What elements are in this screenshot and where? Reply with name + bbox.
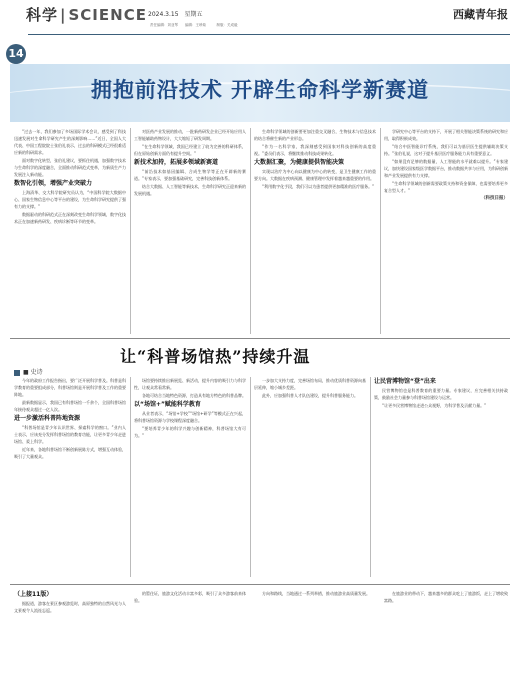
- paragraph: 各地可结合当地特色资源，打造具有地方特色的科普品牌。: [142, 393, 246, 398]
- paragraph: 在旅游业的带动下，越来越多的群众吃上了旅游饭，走上了增收致富路。: [384, 591, 508, 603]
- paragraph: “生命科学领域的创新需要政策支持和资金保障，也需要培养更多复合型人才。”: [384, 181, 508, 193]
- paragraph: 实现以治疗为中心向以健康为中心的转变，是卫生健康工作的重要方向。大数据在疾病预测、健康管理中发挥着越来越重要的作用。: [254, 169, 376, 181]
- article2-column-4: [374, 377, 508, 577]
- paragraph: 近年来，各地科普场馆不断创新展陈方式，增强互动体验，吸引了大量观众。: [14, 447, 126, 459]
- paragraph: 生命科学领域的创新要更加注重交叉融合，生物技术与信息技术的结合将催生新的产业形态。: [254, 129, 376, 141]
- editor-credits: 责任编辑：刘亚琴 编辑：王珍菊 制版：关成毅: [150, 23, 238, 27]
- article1-subhead-3: 大数据汇聚，为健康提供智能决策: [254, 159, 345, 166]
- paragraph: 对医药产业发展的推动，一批新药研发企业已经开始应用人工智能辅助药物设计，大大缩短了研发周期。: [134, 129, 246, 141]
- article1-column-3: [254, 128, 376, 334]
- paragraph: 此外，应加强科普人才队伍建设，提升科普服务能力。: [262, 393, 358, 398]
- paragraph: “结合中医智能诊疗系统，我们可以为基层医生提供辅助决策支持。”张伯礼说，这对于提升基层医疗服务能力具有重要意义。: [384, 144, 508, 156]
- article2-headline: 让“科普场馆热”持续升温: [120, 347, 311, 366]
- paragraph: “要培养青少年的科学兴趣与创新精神，科普场馆大有可为。”: [134, 426, 246, 438]
- newspaper-masthead: 西藏青年报: [453, 8, 508, 21]
- section-title: 科学 | SCIENCE: [26, 6, 147, 24]
- paragraph: 场馆要持续推出新展览、新活动，提升内容的吸引力与科学性，让观众常看常新。: [134, 378, 246, 390]
- section-title-cn: 科学: [26, 6, 59, 24]
- paragraph: “在生命科学领域，我国已经建立了较为完善的科研体系，但在原始创新方面仍有提升空间。”: [134, 144, 246, 156]
- section-rule: [10, 584, 510, 585]
- paragraph: “过去一年，我们参加了多场国际学术会议，感受到了科技迅速发展对生命科学研究产生的深刻影响……”近日，全国人大代表、中国工程院院士张伯礼表示，过去的科研模式已经很难适应新的科研需求。: [14, 129, 126, 155]
- byline-marker-icon: [14, 370, 20, 376]
- article1-signoff: （科技日报）: [481, 196, 508, 201]
- column-divider: [130, 377, 131, 577]
- column-divider: [130, 128, 131, 334]
- paragraph: 一步加大支持力度，完善场馆布局，推动优质科普资源向基层延伸，缩小城乡差距。: [254, 378, 366, 390]
- paragraph: 今年的政府工作报告指出，要广泛开展科学普及。科普是科学教育的重要组成部分，科普场馆则是开展科学普及工作的重要阵地。: [14, 378, 126, 397]
- paragraph: “作为一名科学家，我深刻感受到国家对科技创新的高度重视。”委员们表示，将继续推动科技成果转化。: [254, 144, 376, 156]
- page-number-badge: 14: [6, 44, 26, 64]
- paragraph: “科普场馆是青少年认识世界、探索科学的窗口。”业内人士表示，应该充分发挥科普场馆的教育功能，让更多青少年走进场馆、爱上科学。: [14, 425, 126, 444]
- column-divider: [250, 377, 251, 577]
- continuation-column-4: [384, 590, 508, 694]
- paragraph: 民营博物馆也是科普教育的重要力量。专家建议，应完善相关扶持政策，鼓励社会力量参与科普场馆建设与运营。: [374, 388, 508, 400]
- section-rule: [10, 338, 510, 339]
- paragraph: “让更多民营博物馆走进公众视野，为科学普及贡献力量。”: [382, 403, 487, 408]
- paragraph: 的暂住证，旅游文化活动丰富多彩，吸引了众多游客前来体验。: [134, 591, 246, 603]
- article2-subhead-1: 进一步激活科普阵地资源: [14, 415, 81, 422]
- paragraph: 面对数字化转型，张伯礼建议，要抓住机遇，加强数字技术与生命科学的深度融合，全面推动科研范式变革，为新质生产力发展注入新动能。: [14, 158, 126, 177]
- article2-subhead-2: 以“场馆+”赋能科学教育: [134, 401, 201, 408]
- article2-byline: ■ 史诗: [14, 367, 43, 376]
- column-divider: [370, 377, 371, 577]
- paragraph: 据报道，游客在景区参观游览时，高原独特的自然风光与人文景观令人流连忘返。: [14, 601, 126, 613]
- article2-column-2: [134, 377, 246, 577]
- paragraph: 上海清华、交大科学院研究员认为，“中国科学院大数据中心、国家生物信息中心等平台的建设，为生命科学研究提供了强有力的支撑。”: [14, 190, 126, 209]
- article2-subhead-3: 让民营博物馆“登”出来: [374, 378, 436, 385]
- continuation-label: （上接11版）: [14, 591, 53, 598]
- header-rule: [28, 34, 510, 35]
- paragraph: “利用数字化手段，我们可以为患者提供更加精准的医疗服务。”: [262, 184, 375, 189]
- continuation-column-2: [134, 590, 246, 694]
- article1-column-1: [14, 128, 126, 334]
- article1-subhead-2: 新技术加持，拓展多领域新赛道: [134, 159, 219, 166]
- banner-headline: 拥抱前沿技术 开辟生命科学新赛道: [90, 78, 430, 102]
- article1-subhead-1: 数智化引领，增强产业突破力: [14, 180, 93, 187]
- paragraph: 最新数据显示，我国已有科普场馆一千余个，全国科普场馆年接待观众超过一亿人次。: [14, 400, 126, 412]
- feature-banner: [10, 64, 510, 122]
- page-header: [0, 0, 520, 48]
- paragraph: “如果没有足够的数据量，人工智能的水平就难以提升。”专家建议，加快建设国家级医学数据平台，推动数据共享与应用，为科研创新和产业发展提供有力支撑。: [384, 159, 508, 178]
- column-divider: [250, 128, 251, 334]
- paragraph: 方向和路线，当地通过一系列举措，推动旅游业高质量发展。: [262, 591, 370, 596]
- column-divider: [380, 128, 381, 334]
- article1-column-4: [384, 128, 508, 334]
- paragraph: 数据驱动的科研范式正在深刻改变生命科学领域，数字化技术正在加速新药研发、疾病诊断等环节的变革。: [14, 212, 126, 224]
- article2-column-1: [14, 377, 126, 577]
- continuation-column-1: [14, 590, 126, 694]
- paragraph: 从业者表示，“场馆+学校”“场馆+研学”等模式正在兴起，将科普场馆资源与学校课程深度融合。: [134, 411, 246, 423]
- paragraph: “前沿技术如基因编辑、合成生物学等正在开辟新的赛道。”专家表示，要加强基础研究，完善科技创新体系。: [134, 169, 246, 181]
- section-title-en: SCIENCE: [68, 6, 147, 24]
- article2-column-3: [254, 377, 366, 577]
- issue-date: 2024.3.15 星期五: [148, 11, 203, 18]
- continuation-column-3: [254, 590, 376, 694]
- article1-column-2: [134, 128, 246, 334]
- paragraph: 学研究中心等平台的支持下，开展了相关智能决策系统的研究和应用，取得积极成效。: [384, 129, 508, 141]
- paragraph: 结合大数据、人工智能等新技术，生命科学研究正迎来新的发展机遇。: [134, 184, 246, 196]
